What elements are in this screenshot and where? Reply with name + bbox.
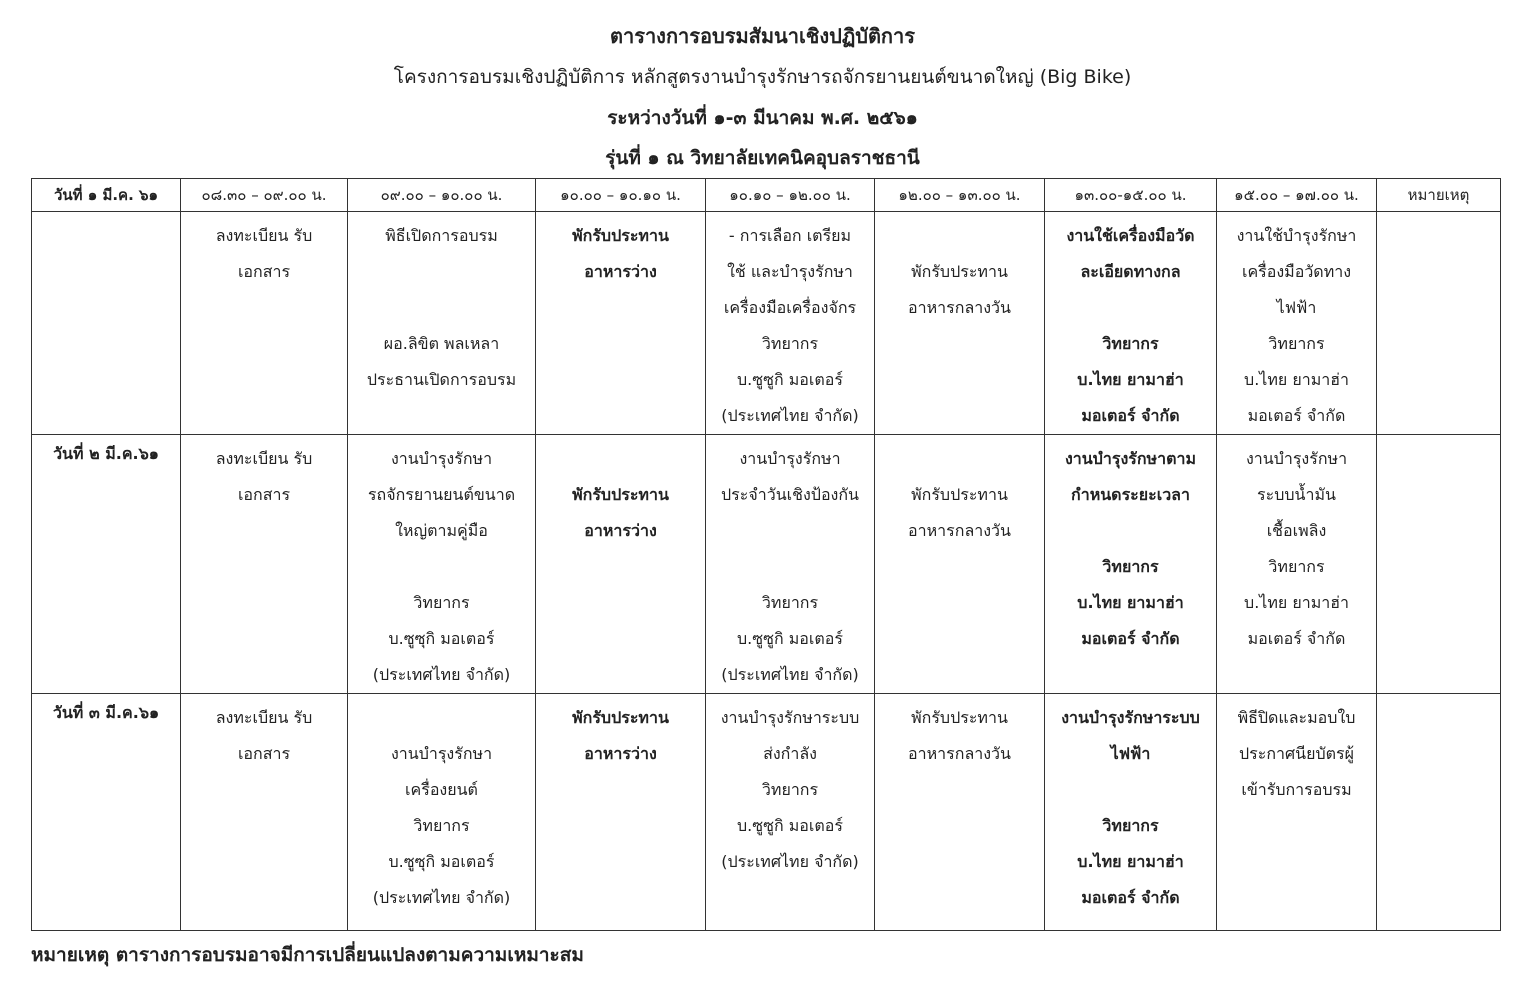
cell-text-line xyxy=(536,441,705,477)
cell-text-line: งานใช้บำรุงรักษา xyxy=(1236,226,1357,245)
session-cell xyxy=(348,435,536,694)
cell-text-line: อาหารว่าง xyxy=(584,744,657,763)
cell-text-line: บ.ไทย ยามาฮ่า xyxy=(1077,370,1184,389)
cell-text-line: บ.ไทย ยามาฮ่า xyxy=(1244,370,1349,389)
cell-text-line: ส่งกำลัง xyxy=(763,744,817,763)
cell-text-line: เครื่องยนต์ xyxy=(405,780,478,799)
cell-text-line: งานบำรุงรักษาระบบ xyxy=(720,708,860,727)
document-title: ตารางการอบรมสัมนาเชิงปฏิบัติการ xyxy=(609,24,916,48)
cell-text-line xyxy=(706,513,874,549)
session-cell xyxy=(875,435,1045,694)
cell-text-line: วิทยากร xyxy=(761,593,819,612)
cell-text-line: งานบำรุงรักษา xyxy=(390,449,493,468)
cell-text-line: วิทยากร xyxy=(1268,334,1325,353)
session-cell xyxy=(706,212,875,435)
cell-text-line: มอเตอร์ จำกัด xyxy=(1247,406,1346,425)
cell-text-line: พิธีเปิดการอบรม xyxy=(385,226,498,245)
cell-text-line: วิทยากร xyxy=(1102,816,1159,835)
cell-text-line: พักรับประทาน xyxy=(911,708,1008,727)
cell-text-line: ประจำวันเชิงป้องกัน xyxy=(721,485,859,504)
cell-text-line: อาหารว่าง xyxy=(584,521,657,540)
session-cell xyxy=(536,435,706,694)
day-cell xyxy=(32,212,181,435)
remarks-cell xyxy=(1377,435,1501,694)
cell-text-line: อาหารกลางวัน xyxy=(908,298,1011,317)
cell-text-line: ผอ.ลิขิต พลเหลา xyxy=(383,334,500,353)
session-cell xyxy=(706,435,875,694)
cell-text-line: วิทยากร xyxy=(761,334,819,353)
batch-venue: รุ่นที่ ๑ ณ วิทยาลัยเทคนิคอุบลราชธานี xyxy=(605,147,920,169)
remarks-cell xyxy=(1377,694,1501,931)
cell-text-line: อาหารว่าง xyxy=(584,262,657,281)
cell-text-line: บ.ไทย ยามาฮ่า xyxy=(1077,852,1184,871)
cell-text-line: ละเอียดทางกล xyxy=(1080,262,1181,281)
cell-text-line: เข้ารับการอบรม xyxy=(1241,780,1352,799)
cell-text-line: งานบำรุงรักษา xyxy=(1245,449,1348,468)
cell-text-line: วิทยากร xyxy=(1102,557,1159,576)
header-row xyxy=(32,179,1501,212)
day-label: วันที่ ๓ มี.ค.๖๑ xyxy=(52,703,160,722)
footnote: หมายเหตุ ตารางการอบรมอาจมีการเปลี่ยนแปลงตามความเหมาะสม xyxy=(31,944,584,966)
session-cell xyxy=(348,694,536,931)
cell-text-line: งานใช้เครื่องมือวัด xyxy=(1066,226,1195,245)
cell-text-line xyxy=(1045,290,1216,326)
remarks-cell xyxy=(1377,212,1501,435)
session-cell xyxy=(1045,694,1217,931)
cell-text-line: (ประเทศไทย จำกัด) xyxy=(372,888,511,907)
cell-text-line: วิทยากร xyxy=(413,593,470,612)
column-header-time: ๐๘.๓๐ – ๐๙.๐๐ น. xyxy=(181,179,348,212)
cell-text-line xyxy=(348,254,535,290)
cell-text-line: กำหนดระยะเวลา xyxy=(1071,485,1190,504)
cell-text-line: เครื่องมือเครื่องจักร xyxy=(723,298,857,317)
session-cell xyxy=(181,212,348,435)
cell-text-line xyxy=(875,218,1044,254)
cell-text-line: งานบำรุงรักษาตาม xyxy=(1064,449,1196,468)
session-cell xyxy=(1045,435,1217,694)
cell-text-line: ระบบน้ำมัน xyxy=(1257,485,1336,504)
session-cell xyxy=(1217,435,1377,694)
session-cell xyxy=(1045,212,1217,435)
cell-text-line xyxy=(348,290,535,326)
cell-text-line: พักรับประทาน xyxy=(572,708,669,727)
cell-text-line: วิทยากร xyxy=(1268,557,1325,576)
cell-text-line xyxy=(348,549,535,585)
cell-text-line: ประธานเปิดการอบรม xyxy=(366,370,517,389)
session-cell xyxy=(1217,212,1377,435)
column-header-remarks: หมายเหตุ xyxy=(1377,179,1501,212)
cell-text-line: (ประเทศไทย จำกัด) xyxy=(372,665,511,684)
cell-text-line: งานบำรุงรักษาระบบ xyxy=(1061,708,1200,727)
session-cell xyxy=(875,694,1045,931)
cell-text-line: (ประเทศไทย จำกัด) xyxy=(721,406,859,425)
cell-text-line: มอเตอร์ จำกัด xyxy=(1081,406,1180,425)
cell-text-line: เอกสาร xyxy=(237,744,291,763)
cell-text-line xyxy=(348,700,535,736)
cell-text-line: บ.ไทย ยามาฮ่า xyxy=(1244,593,1349,612)
cell-text-line: พักรับประทาน xyxy=(911,262,1008,281)
day-label: วันที่ ๒ มี.ค.๖๑ xyxy=(53,444,159,463)
day-cell xyxy=(32,435,181,694)
project-name: โครงการอบรมเชิงปฏิบัติการ หลักสูตรงานบำรุงรักษารถจักรยานยนต์ขนาดใหญ่ (Big Bike) xyxy=(393,66,1132,88)
column-header-time: ๑๒.๐๐ – ๑๓.๐๐ น. xyxy=(875,179,1045,212)
session-cell xyxy=(536,694,706,931)
cell-text-line: มอเตอร์ จำกัด xyxy=(1081,629,1180,648)
column-header-time: ๐๙.๐๐ – ๑๐.๐๐ น. xyxy=(348,179,536,212)
column-header-time: ๑๐.๐๐ – ๑๐.๑๐ น. xyxy=(536,179,706,212)
cell-text-line xyxy=(875,441,1044,477)
cell-text-line: พักรับประทาน xyxy=(572,485,669,504)
cell-text-line xyxy=(1045,772,1216,808)
cell-text-line: อาหารกลางวัน xyxy=(908,521,1011,540)
cell-text-line: บ.ซูซุกิ มอเตอร์ xyxy=(388,629,495,648)
table-row xyxy=(32,694,1501,931)
cell-text-line: ประกาศนียบัตรผู้ xyxy=(1239,744,1354,763)
cell-text-line: บ.ซูซูกิ มอเตอร์ xyxy=(737,629,843,648)
cell-text-line: เอกสาร xyxy=(237,485,291,504)
session-cell xyxy=(875,212,1045,435)
session-cell xyxy=(536,212,706,435)
session-cell xyxy=(181,435,348,694)
table-row xyxy=(32,435,1501,694)
cell-text-line: อาหารกลางวัน xyxy=(908,744,1011,763)
date-range: ระหว่างวันที่ ๑-๓ มีนาคม พ.ศ. ๒๕๖๑ xyxy=(607,107,918,129)
cell-text-line xyxy=(706,549,874,585)
cell-text-line: งานบำรุงรักษา xyxy=(390,744,493,763)
cell-text-line: วิทยากร xyxy=(413,816,470,835)
schedule-table xyxy=(31,178,1501,931)
cell-text-line: มอเตอร์ จำกัด xyxy=(1247,629,1346,648)
session-cell xyxy=(348,212,536,435)
cell-text-line: รถจักรยานยนต์ขนาด xyxy=(367,485,516,504)
cell-text-line: ลงทะเบียน รับ xyxy=(215,226,313,245)
cell-text-line: เชื้อเพลิง xyxy=(1266,521,1327,540)
cell-text-line: วิทยากร xyxy=(1102,334,1159,353)
cell-text-line: บ.ซูซูกิ มอเตอร์ xyxy=(737,816,843,835)
day-cell xyxy=(32,694,181,931)
column-header-time: ๑๕.๐๐ – ๑๗.๐๐ น. xyxy=(1217,179,1377,212)
cell-text-line: พิธีปิดและมอบใบ xyxy=(1237,708,1356,727)
cell-text-line: ใช้ และบำรุงรักษา xyxy=(727,262,853,281)
cell-text-line: พักรับประทาน xyxy=(572,226,669,245)
cell-text-line: ไฟฟ้า xyxy=(1276,298,1317,317)
cell-text-line: ลงทะเบียน รับ xyxy=(215,708,313,727)
cell-text-line: (ประเทศไทย จำกัด) xyxy=(721,852,859,871)
session-cell xyxy=(181,694,348,931)
cell-text-line: วิทยากร xyxy=(761,780,819,799)
cell-text-line: ลงทะเบียน รับ xyxy=(215,449,313,468)
cell-text-line: บ.ซูซุกิ มอเตอร์ xyxy=(388,852,495,871)
column-header-day: วันที่ ๑ มี.ค. ๖๑ xyxy=(32,179,181,212)
day-label xyxy=(32,212,180,218)
cell-text-line: บ.ซูซูกิ มอเตอร์ xyxy=(737,370,843,389)
cell-text-line: บ.ไทย ยามาฮ่า xyxy=(1077,593,1184,612)
cell-text-line: มอเตอร์ จำกัด xyxy=(1081,888,1180,907)
session-cell xyxy=(1217,694,1377,931)
cell-text-line xyxy=(1045,513,1216,549)
cell-text-line: - การเลือก เตรียม xyxy=(728,226,852,245)
column-header-time: ๑๓.๐๐-๑๕.๐๐ น. xyxy=(1045,179,1217,212)
cell-text-line: ใหญ่ตามคู่มือ xyxy=(395,521,488,540)
cell-text-line: เอกสาร xyxy=(237,262,291,281)
cell-text-line: ไฟฟ้า xyxy=(1110,744,1151,763)
cell-text-line: งานบำรุงรักษา xyxy=(739,449,841,468)
column-header-time: ๑๐.๑๐ – ๑๒.๐๐ น. xyxy=(706,179,875,212)
table-row xyxy=(32,212,1501,435)
cell-text-line: พักรับประทาน xyxy=(911,485,1008,504)
cell-text-line: เครื่องมือวัดทาง xyxy=(1241,262,1352,281)
cell-text-line: (ประเทศไทย จำกัด) xyxy=(721,665,859,684)
session-cell xyxy=(706,694,875,931)
